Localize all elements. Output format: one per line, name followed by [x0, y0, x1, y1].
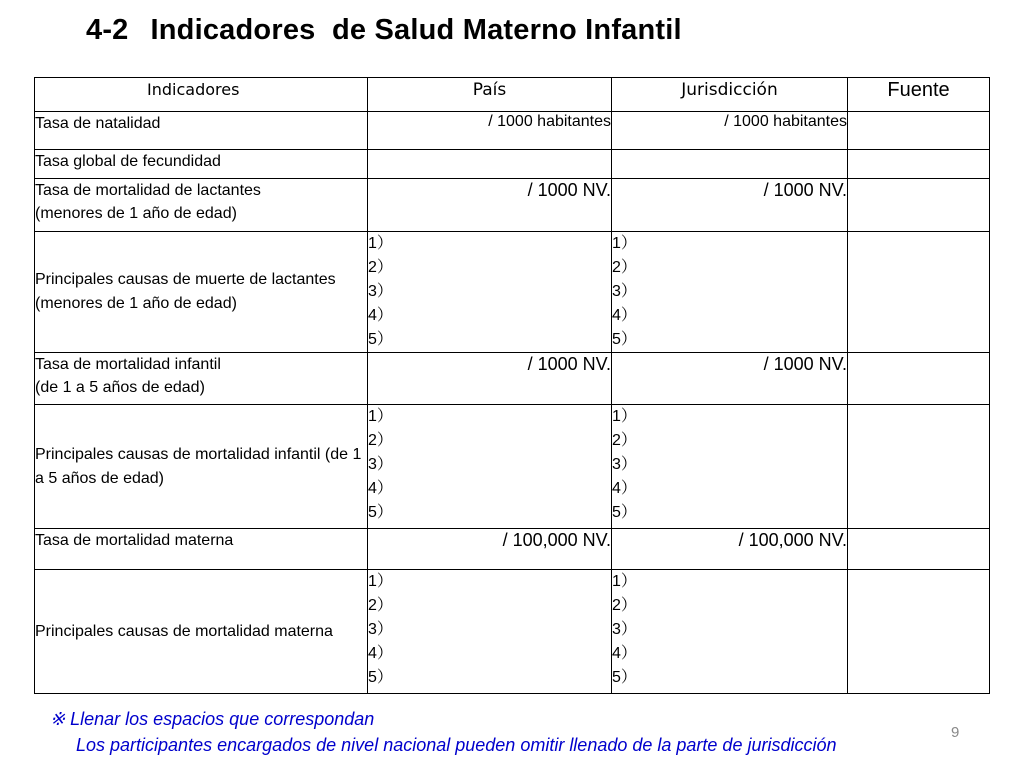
header-jurisdiccion: Jurisdicción [612, 78, 848, 112]
fuente-cell[interactable] [848, 150, 990, 179]
fuente-cell[interactable] [848, 353, 990, 405]
list-item: 5） [368, 669, 393, 686]
footnote-line1: ※ Llenar los espacios que correspondan [50, 709, 375, 729]
list-item: 1） [368, 408, 393, 425]
jurisdiccion-cell[interactable]: / 1000 habitantes [612, 112, 848, 150]
table-header-row [35, 78, 990, 112]
footnote-line2: Los participantes encargados de nivel nacional pueden omitir llenado de la parte de jurisdicción [76, 735, 837, 755]
table-row [35, 353, 990, 405]
table-row [35, 405, 990, 529]
jurisdiccion-cause-list[interactable] [612, 232, 848, 353]
pais-cause-list[interactable] [368, 405, 612, 529]
fuente-cell[interactable] [848, 232, 990, 353]
header-pais: País [368, 78, 612, 112]
list-item: 4） [612, 480, 637, 497]
list-item: 2） [612, 259, 637, 276]
table-row [35, 179, 990, 232]
row-label [35, 179, 368, 232]
list-item: 5） [612, 669, 637, 686]
list-item: 1） [612, 235, 637, 252]
row-label: Tasa global de fecundidad [35, 150, 368, 179]
list-item: 4） [612, 645, 637, 662]
list-item: 5） [612, 504, 637, 521]
section-number: 4-2 [86, 14, 129, 46]
list-item: 2） [612, 597, 637, 614]
list-item: 3） [612, 283, 637, 300]
pais-cause-list[interactable] [368, 570, 612, 694]
row-label: Tasa de natalidad [35, 112, 368, 150]
fuente-cell[interactable] [848, 529, 990, 570]
fuente-cell[interactable] [848, 112, 990, 150]
list-item: 2） [368, 597, 393, 614]
pais-cell[interactable]: / 1000 NV. [368, 179, 612, 232]
list-item: 2） [612, 432, 637, 449]
list-item: 3） [368, 283, 393, 300]
pais-cell[interactable]: / 100,000 NV. [368, 529, 612, 570]
list-item: 4） [612, 307, 637, 324]
jurisdiccion-cell[interactable]: / 1000 NV. [612, 353, 848, 405]
header-fuente: Fuente [848, 78, 990, 112]
list-item: 1） [612, 573, 637, 590]
page-number: 9 [951, 724, 960, 741]
row-label-line2: (de 1 a 5 años de edad) [35, 379, 205, 396]
list-item: 4） [368, 480, 393, 497]
pais-cell[interactable]: / 1000 NV. [368, 353, 612, 405]
list-item: 5） [612, 331, 637, 348]
jurisdiccion-cell[interactable]: / 100,000 NV. [612, 529, 848, 570]
row-label-line1: Tasa de mortalidad de lactantes [35, 182, 261, 199]
list-item: 4） [368, 307, 393, 324]
list-item: 1） [368, 235, 393, 252]
row-label-line1: Tasa de mortalidad infantil [35, 356, 221, 373]
fuente-cell[interactable] [848, 570, 990, 694]
footnote [50, 706, 836, 758]
row-label: Principales causas de mortalidad materna [35, 570, 368, 694]
list-item: 1） [368, 573, 393, 590]
list-item: 5） [368, 331, 393, 348]
row-label-line2: (menores de 1 año de edad) [35, 205, 237, 222]
jurisdiccion-cause-list[interactable] [612, 570, 848, 694]
list-item: 4） [368, 645, 393, 662]
list-item: 1） [612, 408, 637, 425]
jurisdiccion-cell[interactable] [612, 150, 848, 179]
table-row [35, 150, 990, 179]
table-row [35, 529, 990, 570]
row-label: Principales causas de muerte de lactantes (menores de 1 año de edad) [35, 232, 368, 353]
list-item: 5） [368, 504, 393, 521]
list-item: 3） [368, 621, 393, 638]
row-label: Principales causas de mortalidad infantil (de 1 a 5 años de edad) [35, 405, 368, 529]
title-text: Indicadores de Salud Materno Infantil [150, 14, 682, 46]
row-label [35, 353, 368, 405]
row-label: Tasa de mortalidad materna [35, 529, 368, 570]
indicators-table [34, 77, 990, 694]
header-indicadores: Indicadores [35, 78, 368, 112]
pais-cell[interactable] [368, 150, 612, 179]
table-row [35, 232, 990, 353]
table-row [35, 570, 990, 694]
table-row [35, 112, 990, 150]
jurisdiccion-cause-list[interactable] [612, 405, 848, 529]
pais-cause-list[interactable] [368, 232, 612, 353]
list-item: 3） [612, 621, 637, 638]
fuente-cell[interactable] [848, 179, 990, 232]
page-title [86, 14, 682, 47]
list-item: 3） [612, 456, 637, 473]
list-item: 2） [368, 259, 393, 276]
jurisdiccion-cell[interactable]: / 1000 NV. [612, 179, 848, 232]
list-item: 3） [368, 456, 393, 473]
list-item: 2） [368, 432, 393, 449]
pais-cell[interactable]: / 1000 habitantes [368, 112, 612, 150]
fuente-cell[interactable] [848, 405, 990, 529]
